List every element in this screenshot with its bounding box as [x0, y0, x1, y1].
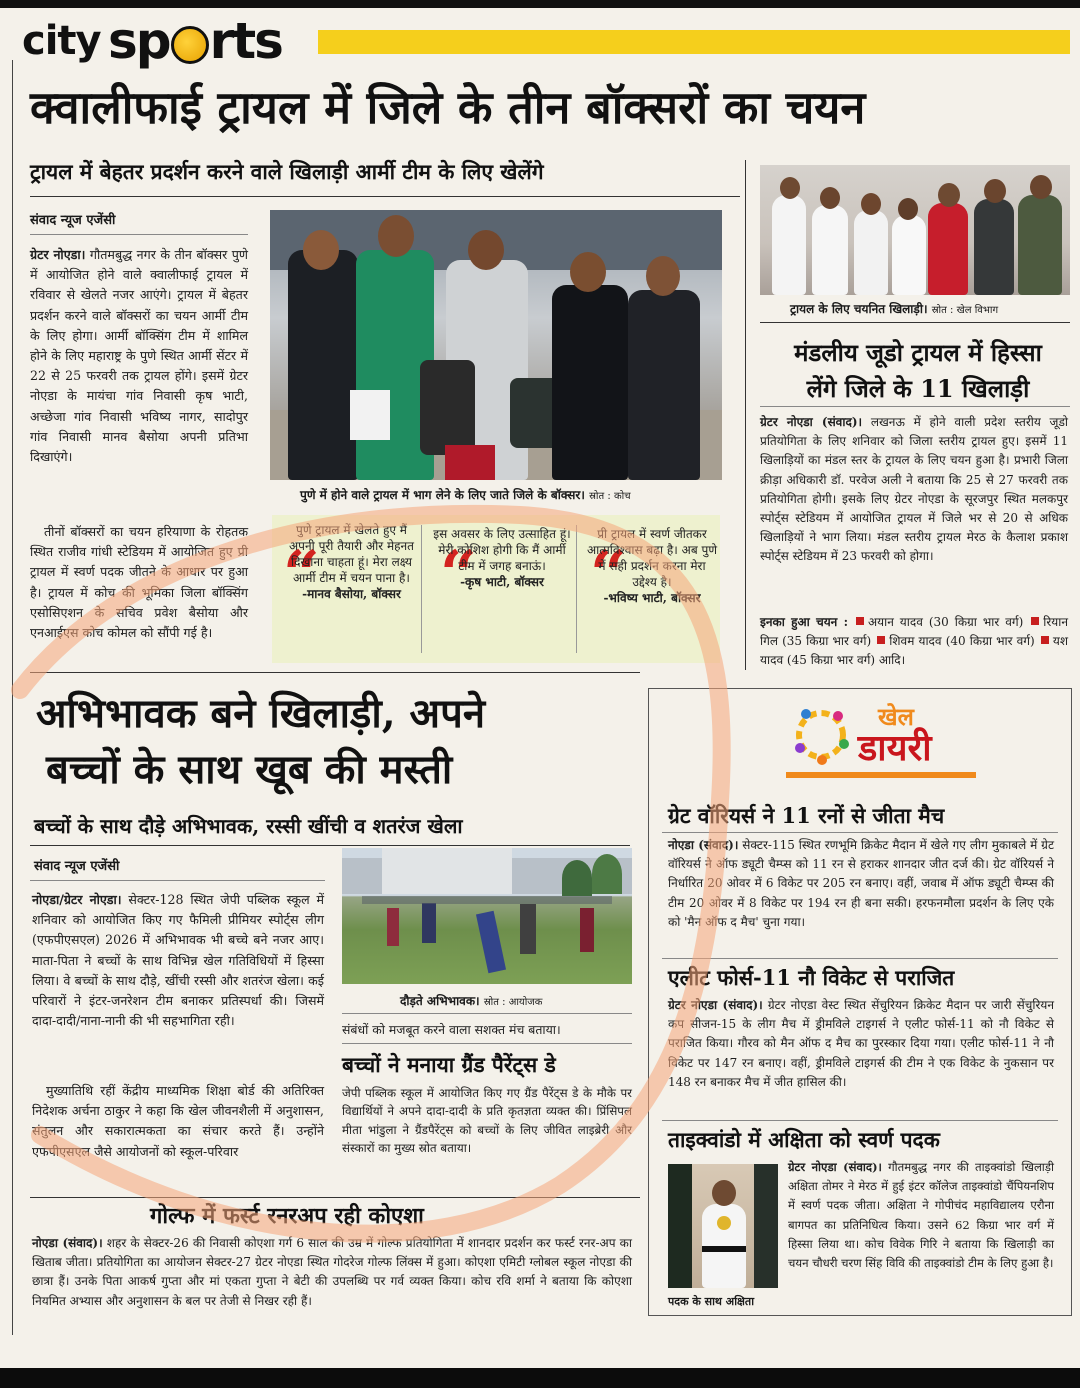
diary-title-top: खेल: [878, 703, 914, 731]
cricket1-body: [668, 836, 1054, 932]
akshita-photo: [668, 1164, 778, 1288]
divider: [760, 322, 1070, 323]
divider: [30, 672, 640, 673]
byline-rule: [30, 234, 248, 235]
quote-3: [586, 526, 718, 612]
bullet-icon: [1041, 636, 1049, 644]
main-lead: ग्रेटर नोएडा।: [30, 247, 86, 262]
family-headline-1: अभिभावक बने खिलाड़ी, अपने: [36, 690, 486, 737]
quote-2-text: इस अवसर के लिए उत्साहित हूं। मेरी कोशिश होगी कि मैं आर्मी टीम में जगह बनाऊं।: [433, 527, 571, 573]
cricket2-lead: ग्रेटर नोएडा (संवाद)।: [668, 998, 763, 1012]
family-lead: नोएडा/ग्रेटर नोएडा।: [32, 892, 122, 907]
main-headline: क्वालीफाई ट्रायल में जिले के तीन बॉक्सरों का चयन: [30, 81, 866, 134]
boxers-photo: [270, 210, 722, 480]
family-byline: संवाद न्यूज एजेंसी: [34, 859, 120, 874]
family-body-para2: मुख्यातिथि रहीं केंद्रीय माध्यमिक शिक्षा बोर्ड की अतिरिक्त निदेशक अर्चना ठाकुर ने कहा कि खेल जीवनशैली में अनुशासन, संतुलन और सकारात्मकता का संचार करते हैं। उन्होंने एफपीएसएल जैसे आयोजनों को स्कूल-परिवार: [32, 1083, 324, 1159]
masthead-band: [318, 30, 1070, 54]
caption-text: दौड़ते अभिभावक।: [400, 994, 480, 1008]
divider: [760, 406, 1070, 407]
bullet-icon: [856, 617, 864, 625]
running-photo-caption: [400, 992, 542, 1009]
main-subheadline: ट्रायल में बेहतर प्रदर्शन करने वाले खिलाड़ी आर्मी टीम के लिए खेलेंगे: [30, 159, 544, 184]
akshita-photo-caption: पदक के साथ अक्षिता: [668, 1295, 755, 1308]
caption-credit: स्रोत : कोच: [589, 491, 631, 502]
bullet-icon: [1031, 617, 1039, 625]
left-rule: [12, 60, 13, 1335]
running-photo: [342, 848, 632, 984]
boxers-photo-caption: [300, 486, 631, 503]
diary-underline: [786, 772, 976, 778]
caption-text: ट्रायल के लिए चयनित खिलाड़ी।: [790, 302, 928, 316]
judo-selected-label: इनका हुआ चयन :: [760, 615, 849, 629]
quote-1-author: -मानव बैसोया, बॉक्सर: [302, 587, 401, 601]
column-divider: [745, 160, 746, 670]
football-icon: [171, 26, 209, 64]
caption-credit: स्रोत : आयोजक: [483, 997, 543, 1008]
judo-selected-item: यश यादव (45 किग्रा भार वर्ग) आदि।: [760, 634, 1068, 668]
judo-selected-item: रियान गिल (35 किग्रा भार वर्ग): [760, 615, 1069, 649]
cricket2-body-text: ग्रेटर नोएडा वेस्ट स्थित सेंचुरियन क्रिकेट मैदान पर जारी सेंचुरियन कप सीजन-15 के लीग मैच में ड्रीमविले टाइगर्स ने एलीट फोर्स-11 को नौ विकेट से पराजित किया। गौरव को मैन ऑफ द मैच का पुरस्कार दिया गया। एलीट फोर्स-11 ने नौ विकेट पर 147 रन बनाए। वहीं, ड्रीमविले टाइगर्स की टीम ने एक विकेट के नुकसान पर 148 रन बनाकर मैच में जीत हासिल की।: [668, 998, 1055, 1089]
divider: [662, 958, 1058, 959]
judo-body-text: लखनऊ में होने वाली प्रदेश स्तरीय जूडो प्रतियोगिता के लिए शनिवार को जिला स्तरीय ट्रायल हुए। इसमें 11 खिलाड़ियों का मंडल स्तर के ट्रायल के लिए चयन हुआ है। प्रभारी जिला क्रीड़ा अधिकारी डॉ. परवेज अली ने बताया कि 25 से 27 फरवरी तक प्रतियोगिता होगी। इसके लिए ग्रेटर नोएडा के सूरजपुर स्थित मलकपुर स्पोर्ट्स स्टेडियम में आयोजित ट्रायल में जिले भर से 20 से अधिक खिलाड़ियों ने भाग लिया। मंडल स्तरीय ट्रायल मेरठ के कैलाश प्रकाश स्पोर्ट्स स्टेडियम में 23 फरवरी को होगा।: [760, 415, 1068, 564]
main-body-para2: तीनों बॉक्सरों का चयन हरियाणा के रोहतक स्थित राजीव गांधी स्टेडियम में आयोजित हुए प्री ट्रायल में स्वर्ण पदक जीतने के आधार पर हुआ है। ट्रायल में कोच की भूमिका जिला बॉक्सिंग एसोसिएशन के सचिव प्रवेश बैसोया और एनआईएस कोच कोमल को सौंपी गई है।: [30, 524, 248, 641]
golf-body-text: शहर के सेक्टर-26 की निवासी कोएशा गर्ग 6 साल की उम्र में गोल्फ प्रतियोगिता में शानदार प्रदर्शन कर फर्स्ट रनर-अप का खिताब जीता। प्रतियोगिता का आयोजन सेक्टर-27 ग्रेटर नोएडा स्थित गोदरेज गोल्फ लिंक्स में हुआ। कोएशा एमिटी ग्लोबल स्कूल नोएडा की छात्रा हैं। उनके पिता आकर्ष गुप्ता और मां एकता गुप्ता ने बेटी की उपलब्धि पर गर्व व्यक्त किया। कोच रवि शर्मा ने बताया कि कोएशा नियमित अभ्यास और अनुशासन के बल पर तेजी से निखर रही हैं।: [32, 1236, 632, 1308]
judo-body: [760, 413, 1068, 567]
golf-headline: गोल्फ में फर्स्ट रनरअप रही कोएशा: [150, 1203, 424, 1229]
main-para1-text: गौतमबुद्ध नगर के तीन बॉक्सर पुणे में आयोजित होने वाले क्वालीफाई ट्रायल में रविवार से खेलते नजर आएंगे। ट्रायल में बेहतर प्रदर्शन करने वाले बॉक्सरों का चयन आर्मी टीम के लिए होगा। आर्मी बॉक्सिंग टीम में शामिल होने के लिए महाराष्ट्र के पुणे स्थित आर्मी सेंटर में 22 से 25 फरवरी तक ट्रायल होंगे। इसमें ग्रेटर नोएडा के मायंचा गांव निवासी कृष भाटी, अच्छेजा गांव निवासी भविष्य नागर, सादोपुर गांव निवासी मानव बैसोया अपनी प्रतिभा दिखाएंगे।: [30, 247, 248, 465]
diary-logo-icon: [786, 700, 856, 770]
quote-1: [284, 522, 419, 602]
masthead-city: city: [22, 18, 101, 64]
quote-3-author: -भविष्य भाटी, बॉक्सर: [603, 591, 701, 605]
cricket2-headline: एलीट फोर्स-11 नौ विकेट से पराजित: [668, 965, 955, 990]
family-subheadline: बच्चों के साथ दौड़े अभिभावक, रस्सी खींची व शतरंज खेला: [34, 814, 463, 838]
divider: [30, 196, 740, 197]
masthead-sports: sp rts: [108, 12, 282, 70]
divider: [30, 845, 630, 846]
main-body-para1: [30, 245, 248, 467]
divider: [662, 832, 1058, 833]
divider: [30, 1197, 640, 1198]
cricket1-lead: नोएडा (संवाद)।: [668, 838, 739, 852]
caption-text: पुणे में होने वाले ट्रायल में भाग लेने के लिए जाते जिले के बॉक्सर।: [300, 488, 585, 502]
taekwondo-headline: ताइक्वांडो में अक्षिता को स्वर्ण पदक: [668, 1127, 940, 1152]
family-headline-2: बच्चों के साथ खूब की मस्ती: [46, 746, 453, 793]
divider: [662, 1120, 1058, 1121]
bullet-icon: [877, 636, 885, 644]
golf-lead: नोएडा (संवाद)।: [32, 1236, 103, 1250]
divider: [342, 1043, 632, 1044]
top-border: [0, 0, 1080, 8]
judo-selected: [760, 613, 1068, 671]
grandparents-headline: बच्चों ने मनाया ग्रैंड पैरेंट्स डे: [342, 1052, 556, 1077]
judo-headline-1: मंडलीय जूडो ट्रायल में हिस्सा: [794, 338, 1042, 367]
byline-rule: [30, 880, 325, 881]
family-continuation: संबंधों को मजबूत करने वाला सशक्त मंच बताया।: [342, 1022, 561, 1037]
judo-selected-item: अयान यादव (30 किग्रा भार वर्ग): [867, 615, 1024, 629]
caption-credit: स्रोत : खेल विभाग: [931, 305, 999, 316]
cricket1-headline: ग्रेट वॉरियर्स ने 11 रनों से जीता मैच: [668, 803, 945, 828]
divider: [342, 1013, 632, 1014]
judo-photo-caption: [790, 300, 998, 317]
cricket2-body: [668, 996, 1054, 1092]
diary-title-bottom: डायरी: [858, 728, 932, 769]
taekwondo-lead: ग्रेटर नोएडा (संवाद)।: [788, 1160, 882, 1174]
quote-1-text: पुणे ट्रायल में खेलते हुए मैं अपनी पूरी तैयारी और मेहनत दिखाना चाहता हूं। मेरा लक्ष्य आर्मी टीम में चयन पाना है।: [289, 523, 414, 585]
judo-photo: [760, 165, 1070, 295]
quote-divider: [576, 525, 577, 653]
quote-mark-icon: “: [440, 537, 477, 612]
family-body-para1: [32, 890, 324, 1031]
family-para1-text: सेक्टर-128 स्थित जेपी पब्लिक स्कूल में शनिवार को आयोजित किए गए फैमिली प्रीमियर स्पोर्ट्स लीग (एफपीएसएल) 2026 में अभिभावक भी बच्चे बने नजर आए। माता-पिता ने बच्चों के साथ विभिन्न खेल गतिविधियों में हिस्सा लिया। वे बच्चों के साथ दौड़े, खींची रस्सी और शतरंज खेला। कई परिवारों ने इंटर-जनरेशन टीम बनाकर प्रतिस्पर्धा की। जिसमें दादा-दादी/नाना-नानी की भी सहभागिता रही।: [32, 892, 324, 1029]
cricket1-body-text: सेक्टर-115 स्थित रणभूमि क्रिकेट मैदान में खेले गए लीग मुकाबले में ग्रेट वॉरियर्स ने ऑफ ड्यूटी चैम्प्स को 11 रन से हराकर शानदार जीत दर्ज की। ग्रेट वॉरियर्स ने निर्धारित 20 ओवर में 6 विकेट पर 205 रन बनाए। वहीं, जवाब में ऑफ ड्यूटी चैम्प्स की टीम 20 ओवर में 8 विकेट पर 194 रन ही बना सकी। हरफनमौला प्रदर्शन के लिए एके को 'मैन ऑफ द मैच' चुना गया।: [668, 838, 1054, 929]
quote-3-text: प्री ट्रायल में स्वर्ण जीतकर आत्मविश्वास बढ़ा है। अब पुणे में सही प्रदर्शन करना मेरा उद्देश्य है।: [587, 527, 717, 589]
bottom-border: [0, 1368, 1080, 1388]
golf-body: [32, 1234, 632, 1311]
judo-headline-2: लेंगे जिले के 11 खिलाड़ी: [806, 374, 1030, 403]
quote-mark-icon: “: [283, 537, 320, 612]
judo-lead: ग्रेटर नोएडा (संवाद)।: [760, 415, 863, 429]
quote-mark-icon: “: [590, 537, 627, 612]
grandparents-body: जेपी पब्लिक स्कूल में आयोजित किए गए ग्रैंड पैरेंट्स डे के मौके पर विद्यार्थियों ने अपने दादा-दादी के प्रति कृतज्ञता व्यक्त की। प्रिंसिपल मीता भांडुला ने ग्रैंडपैरेंट्स को बच्चों के लिए जीवित लाइब्रेरी और संस्कारों का मुख्य स्रोत बताया।: [342, 1086, 632, 1156]
main-byline: संवाद न्यूज एजेंसी: [30, 213, 116, 228]
taekwondo-body-text: गौतमबुद्ध नगर की ताइक्वांडो खिलाड़ी अक्षिता तोमर ने मेरठ में हुई इंटर कॉलेज ताइक्वांडो चैंपियनशिप में स्वर्ण पदक जीता। अक्षिता ने गोपीचंद महाविद्यालय एरौना बागपत का प्रतिनिधित्व किया। उसने 62 किग्रा भार वर्ग में हिस्सा लिया था। कोच विवेक गिरि ने बताया कि खिलाड़ी का चयन चौधरी चरण सिंह विवि की ताइक्वांडो टीम के लिए हुआ है।: [788, 1160, 1055, 1271]
quote-2: [432, 526, 572, 590]
quote-divider: [421, 525, 422, 653]
quote-2-author: -कृष भाटी, बॉक्सर: [460, 575, 544, 589]
taekwondo-body: [788, 1158, 1054, 1273]
judo-selected-item: शिवम यादव (40 किग्रा भार वर्ग): [889, 634, 1035, 649]
